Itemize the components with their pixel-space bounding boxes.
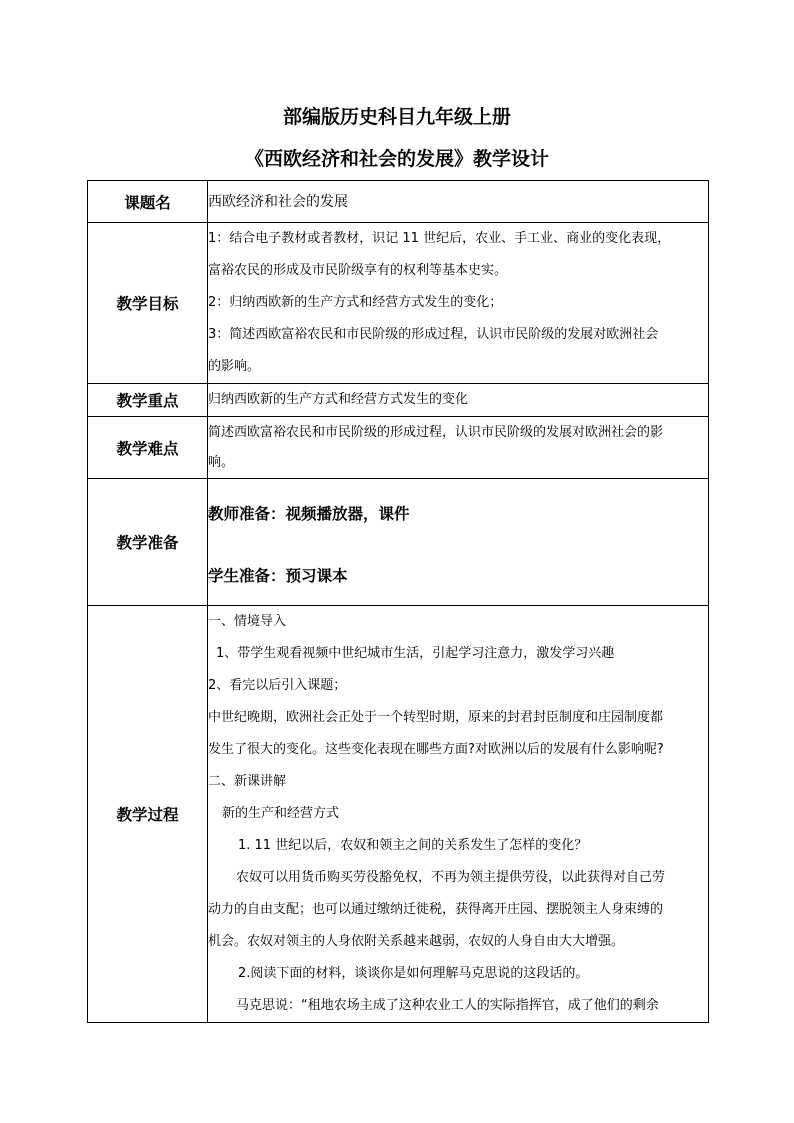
goals-line: 3：简述西欧富裕农民和市民阶级的形成过程，认识市民阶级的发展对欧洲社会 <box>208 327 659 342</box>
process-line: 1. 11 世纪以后，农奴和领主之间的关系发生了怎样的变化？ <box>238 838 588 853</box>
lesson-design-table <box>87 180 709 1023</box>
goals-line: 富裕农民的形成及市民阶级享有的权利等基本史实。 <box>208 263 508 278</box>
goals-line: 2：归纳西欧新的生产方式和经营方式发生的变化； <box>208 295 503 310</box>
topic-value: 西欧经济和社会的发展 <box>208 181 709 223</box>
process-line: 动力的自由支配；也可以通过缴纳迁徙税，获得离开庄园、摆脱领主人身束缚的 <box>208 902 664 917</box>
difficulties-content <box>208 417 709 479</box>
table-row-difficulties <box>88 417 709 479</box>
topic-label: 课题名 <box>88 181 208 223</box>
student-preparation: 学生准备：预习课本 <box>208 567 348 585</box>
process-line: 一、情境导入 <box>208 614 287 629</box>
goals-line: 1：结合电子教材或者教材，识记 11 世纪后，农业、手工业、商业的变化表现， <box>208 231 671 246</box>
process-label: 教学过程 <box>88 606 208 1023</box>
table-row-goals <box>88 223 709 384</box>
difficulties-line: 响。 <box>208 454 235 470</box>
key-points-value: 归纳西欧新的生产方式和经营方式发生的变化 <box>208 384 709 417</box>
process-content <box>208 606 709 1023</box>
key-points-label: 教学重点 <box>88 384 208 417</box>
goals-line: 的影响。 <box>208 359 261 374</box>
goals-content <box>208 223 709 384</box>
difficulties-label: 教学难点 <box>88 417 208 479</box>
difficulties-line: 简述西欧富裕农民和市民阶级的形成过程，认识市民阶级的发展对欧洲社会的影 <box>208 424 664 440</box>
goals-label: 教学目标 <box>88 223 208 384</box>
process-line: 农奴可以用货币购买劳役豁免权，不再为领主提供劳役，以此获得对自己劳 <box>236 870 666 885</box>
process-line: 1、带学生观看视频中世纪城市生活，引起学习注意力，激发学习兴趣 <box>216 646 615 661</box>
process-line: 中世纪晚期，欧洲社会正处于一个转型时期，原来的封君封臣制度和庄园制度都 <box>208 710 664 725</box>
process-line: 机会。农奴对领主的人身依附关系越来越弱，农奴的人身自由大大增强。 <box>208 934 625 949</box>
process-line: 二、新课讲解 <box>208 774 287 789</box>
table-row-topic <box>88 181 709 223</box>
process-line: 新的生产和经营方式 <box>222 806 340 821</box>
process-line: 发生了很大的变化。这些变化表现在哪些方面?对欧洲以后的发展有什么影响呢? <box>208 742 664 757</box>
table-row-key-points <box>88 384 709 417</box>
process-line: 2、看完以后引入课题； <box>208 678 347 693</box>
table-row-process <box>88 606 709 1023</box>
process-line: 马克思说：“租地农场主成了这种农业工人的实际指挥官，成了他们的剩余 <box>236 998 659 1013</box>
document-title-line2: 《西欧经济和社会的发展》教学设计 <box>244 148 549 170</box>
table-row-preparation <box>88 479 709 606</box>
process-line: 2.阅读下面的材料，谈谈你是如何理解马克思说的这段话的。 <box>238 966 589 981</box>
preparation-content <box>208 479 709 606</box>
teacher-preparation: 教师准备：视频播放器，课件 <box>208 505 410 523</box>
document-title-line1: 部编版历史科目九年级上册 <box>282 106 511 128</box>
preparation-label: 教学准备 <box>88 479 208 606</box>
